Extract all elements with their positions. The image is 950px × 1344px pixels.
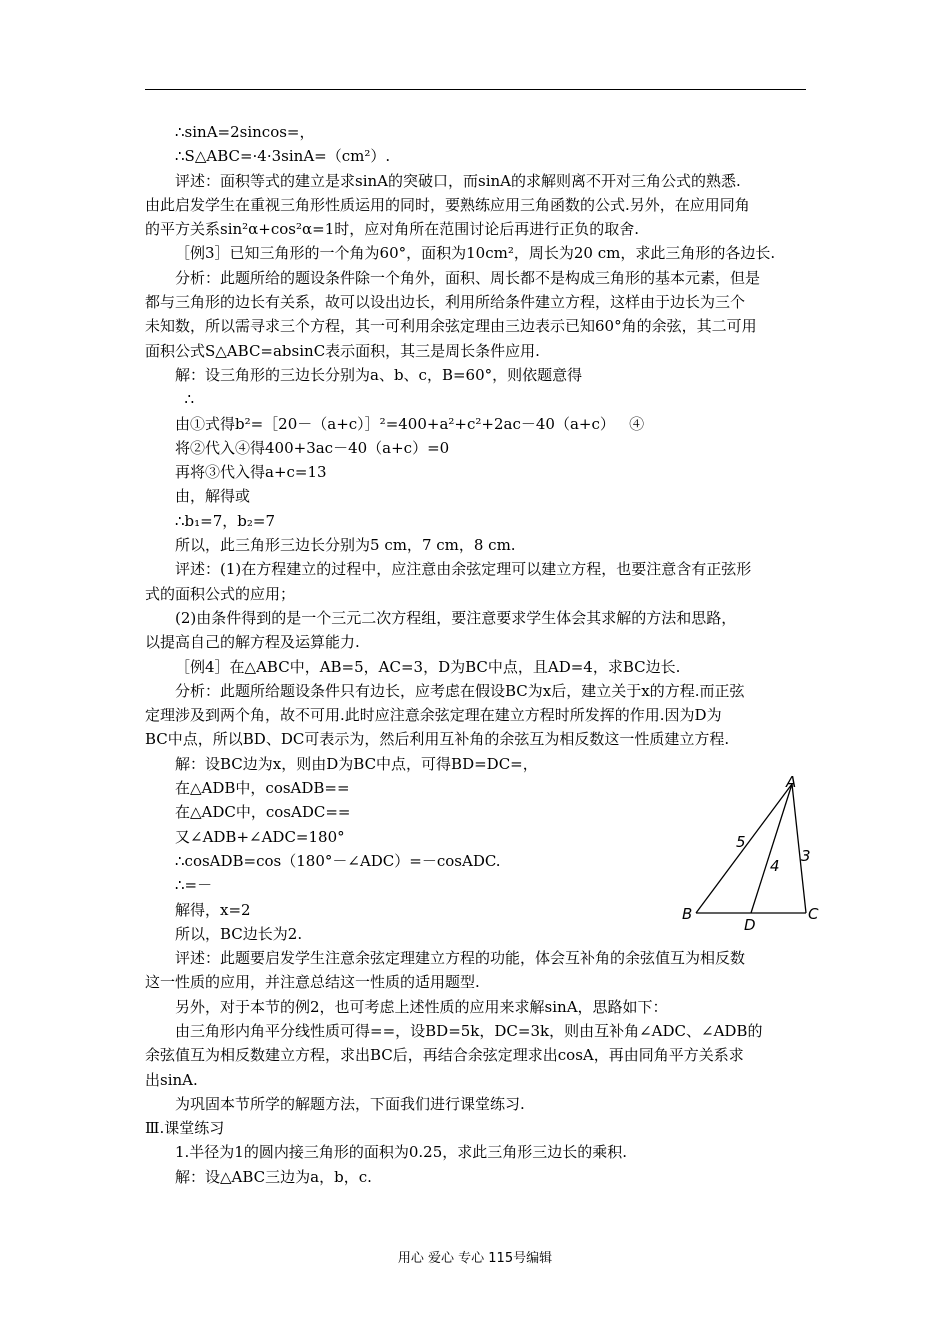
text-line: 另外，对于本节的例2，也可考虑上述性质的应用来求解sinA，思路如下： [175,997,668,1016]
text-line: 评述：(1)在方程建立的过程中，应注意由余弦定理可以建立方程，也要注意含有正弦形 [175,560,752,579]
text-line: 所以，此三角形三边长分别为5 cm，7 cm，8 cm. [175,536,516,555]
text-line: 1.半径为1的圆内接三角形的面积为0.25，求此三角形三边长的乘积. [175,1143,628,1162]
document-body [145,120,807,1189]
text-line: BC中点，所以BD、DC可表示为，然后利用互补角的余弦互为相反数这一性质建立方程. [145,730,730,749]
side-ad-label: 4 [770,857,780,875]
text-line: 分析：此题所给题设条件只有边长，应考虑在假设BC为x后，建立关于x的方程.而正弦 [175,681,745,700]
text-line: 出sinA. [145,1070,198,1089]
text-line: ∴ [175,390,195,409]
text-line: (2)由条件得到的是一个三元二次方程组，要注意要求学生体会其求解的方法和思路， [175,608,737,627]
text-line: 在△ADB中，cosADB== [175,779,350,798]
text-line: 在△ADC中，cosADC== [175,803,351,822]
text-line: 定理涉及到两个角，故不可用.此时应注意余弦定理在建立方程时所发挥的作用.因为D为 [145,706,722,725]
text-line: 评述：此题要启发学生注意余弦定理建立方程的功能，体会互补角的余弦值互为相反数 [175,949,746,968]
text-line: 式的面积公式的应用； [145,584,296,603]
text-line: ∴sinA=2sincos=， [175,123,315,141]
text-line: 由此启发学生在重视三角形性质运用的同时，要熟练应用三角函数的公式.另外，在应用同角 [145,195,750,214]
text-line: 将②代入④得400+3ac－40（a+c）=0 [175,438,450,457]
text-line: 余弦值互为相反数建立方程，求出BC后，再结合余弦定理求出cosA，再由同角平方关系求 [145,1046,744,1065]
text-line: ［例4］在△ABC中，AB=5，AC=3，D为BC中点，且AD=4，求BC边长. [175,657,681,676]
header-rule [145,89,806,90]
text-line: 由①式得b²=［20－（a+c）］²=400+a²+c²+2ac－40（a+c） ④ [175,414,645,433]
text-line: 的平方关系sin²α+cos²α=1时，应对角所在范围讨论后再进行正负的取舍. [145,220,640,239]
triangle-figure [678,775,828,935]
vertex-a-label: A [786,775,797,791]
vertex-b-label: B [682,905,693,923]
text-line: ∴S△ABC=·4·3sinA=（cm²）. [175,147,391,166]
text-line: 分析：此题所给的题设条件除一个角外，面积、周长都不是构成三角形的基本元素，但是 [175,268,761,287]
vertex-d-label: D [744,916,756,934]
vertex-c-label: C [808,905,819,923]
text-line: 面积公式S△ABC=absinC表示面积，其三是周长条件应用. [145,341,540,360]
text-line: 解：设三角形的三边长分别为a、b、c，B=60°，则依题意得 [175,365,583,384]
text-line: 为巩固本节所学的解题方法，下面我们进行课堂练习. [175,1094,525,1113]
text-line: 以提高自己的解方程及运算能力. [145,633,360,652]
text-line: 未知数，所以需寻求三个方程，其一可利用余弦定理由三边表示已知60°角的余弦，其二可用 [145,317,757,336]
side-ac-label: 3 [801,847,811,865]
side-ab-label: 5 [736,833,746,851]
text-line: 都与三角形的边长有关系，故可以设出边长，利用所给条件建立方程，这样由于边长为三个 [145,293,746,312]
text-line: 解得，x=2 [175,900,251,919]
text-line: ∴=－ [175,876,213,895]
text-line: 由三角形内角平分线性质可得==，设BD=5k，DC=3k，则由互补角∠ADC、∠ADB的 [175,1021,763,1040]
text-line: ［例3］已知三角形的一个角为60°，面积为10cm²，周长为20 cm，求此三角形的各边长. [175,244,776,263]
text-line: 再将③代入得a+c=13 [175,463,327,482]
page-footer: 用心 爱心 专心 115号编辑 [397,1251,553,1266]
text-line: 又∠ADB+∠ADC=180° [175,827,345,846]
section-heading: Ⅲ.课堂练习 [145,1119,225,1138]
median-ad [751,784,792,913]
text-line: ∴b₁=7，b₂=7 [175,511,275,530]
text-line: 评述：面积等式的建立是求sinA的突破口，而sinA的求解则离不开对三角公式的熟悉. [175,171,741,190]
text-line: ∴cosADB=cos（180°－∠ADC）=－cosADC. [175,851,501,870]
text-line: 解：设BC边为x，则由D为BC中点，可得BD=DC=， [175,754,538,773]
text-line: 所以，BC边长为2. [175,924,303,943]
text-line: 解：设△ABC三边为a，b，c. [175,1167,372,1186]
text-line: 由，解得或 [175,487,251,506]
text-line: 这一性质的应用，并注意总结这一性质的适用题型. [145,973,480,992]
